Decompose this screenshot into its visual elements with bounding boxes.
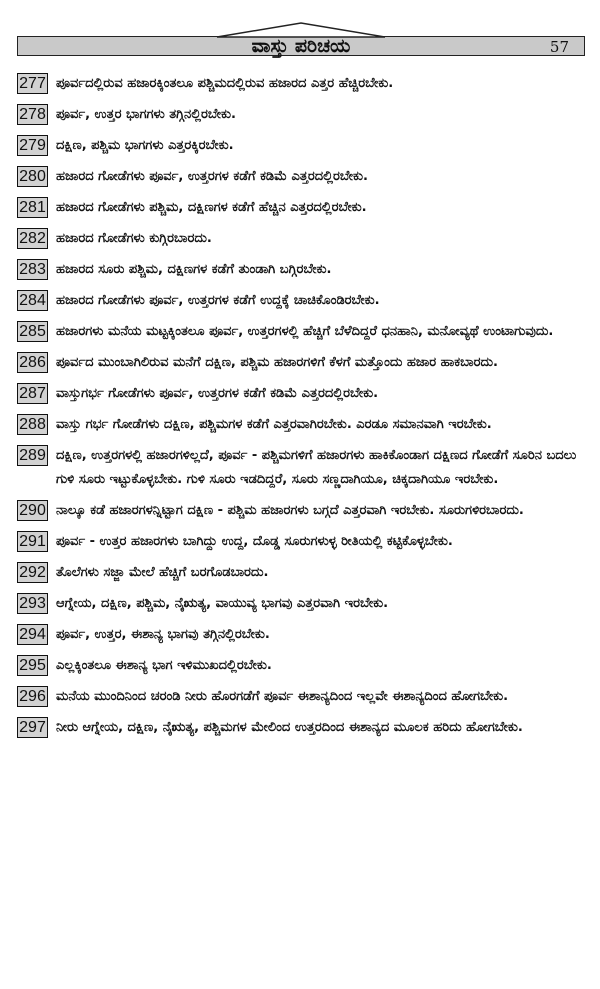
rule-entry <box>17 623 587 647</box>
page-number: 57 <box>549 38 569 56</box>
rule-entry <box>17 165 587 189</box>
rule-text: ಆಗ್ನೇಯ, ದಕ್ಷಿಣ, ಪಶ್ಚಿಮ, ನೈಋತ್ಯ, ವಾಯುವ್ಯ ಭಾಗವು ಎತ್ತರವಾಗಿ ಇರಬೇಕು. <box>56 596 389 611</box>
rule-number-box: 289 <box>17 445 48 466</box>
rule-entry <box>17 499 587 523</box>
rule-entry <box>17 561 587 585</box>
rule-entry <box>17 685 587 709</box>
rule-number-box: 287 <box>17 383 48 404</box>
rule-number-box: 281 <box>17 197 48 218</box>
rule-entry <box>17 289 587 313</box>
rule-entry <box>17 654 587 678</box>
rule-entry <box>17 103 587 127</box>
rule-text: ಮನೆಯ ಮುಂದಿನಿಂದ ಚರಂಡಿ ನೀರು ಹೊರಗಡೆಗೆ ಪೂರ್ವ ಈಶಾನ್ಯದಿಂದ ಇಲ್ಲವೇ ಈಶಾನ್ಯದಿಂದ ಹೋಗಬೇಕು. <box>56 689 509 704</box>
rule-list <box>17 72 587 747</box>
rule-text: ಹಜಾರದ ಗೋಡೆಗಳು ಪೂರ್ವ, ಉತ್ತರಗಳ ಕಡೆಗೆ ಉದ್ದಕ್ಕೆ ಚಾಚಿಕೊಂಡಿರಬೇಕು. <box>56 293 380 308</box>
rule-text: ಪೂರ್ವ, ಉತ್ತರ, ಈಶಾನ್ಯ ಭಾಗವು ತಗ್ಗಿನಲ್ಲಿರಬೇಕು. <box>56 627 270 642</box>
rule-entry <box>17 72 587 96</box>
rule-number-box: 288 <box>17 414 48 435</box>
rule-entry <box>17 134 587 158</box>
rule-text: ಪೂರ್ವದಲ್ಲಿರುವ ಹಜಾರಕ್ಕಿಂತಲೂ ಪಶ್ಚಿಮದಲ್ಲಿರುವ ಹಜಾರದ ಎತ್ತರ ಹೆಚ್ಚಿರಬೇಕು. <box>56 76 394 91</box>
rule-entry <box>17 320 587 344</box>
rule-text: ತೊಲೆಗಳು ಸಜ್ಜಾ ಮೇಲೆ ಹೆಚ್ಚಿಗೆ ಬರಗೊಡಬಾರದು. <box>56 565 269 580</box>
rule-entry <box>17 382 587 406</box>
rule-number-box: 296 <box>17 686 48 707</box>
rule-entry <box>17 530 587 554</box>
rule-number-box: 293 <box>17 593 48 614</box>
rule-number-box: 277 <box>17 73 48 94</box>
rule-number-box: 294 <box>17 624 48 645</box>
rule-number-box: 282 <box>17 228 48 249</box>
rule-number-box: 286 <box>17 352 48 373</box>
rule-number-box: 292 <box>17 562 48 583</box>
rule-text: ಪೂರ್ವದ ಮುಂಬಾಗಿಲಿರುವ ಮನೆಗೆ ದಕ್ಷಿಣ, ಪಶ್ಚಿಮ ಹಜಾರಗಳಿಗೆ ಕೆಳಗೆ ಮತ್ತೊಂದು ಹಜಾರ ಹಾಕಬಾರದು. <box>56 355 498 370</box>
rule-entry <box>17 227 587 251</box>
rule-text: ಎಲ್ಲಕ್ಕಿಂತಲೂ ಈಶಾನ್ಯ ಭಾಗ ಇಳಿಮುಖದಲ್ಲಿರಬೇಕು. <box>56 658 272 673</box>
rule-entry <box>17 196 587 220</box>
rule-number-box: 284 <box>17 290 48 311</box>
page-header <box>17 22 585 66</box>
rule-text: ನೀರು ಆಗ್ನೇಯ, ದಕ್ಷಿಣ, ನೈಋತ್ಯ, ಪಶ್ಚಿಮಗಳ ಮೇಲಿಂದ ಉತ್ತರದಿಂದ ಈಶಾನ್ಯದ ಮೂಲಕ ಹರಿದು ಹೋಗಬೇಕು. <box>56 720 523 735</box>
rule-text: ಹಜಾರದ ಸೂರು ಪಶ್ಚಿಮ, ದಕ್ಷಿಣಗಳ ಕಡೆಗೆ ತುಂಡಾಗಿ ಬಗ್ಗಿರಬೇಕು. <box>56 262 332 277</box>
rule-number-box: 283 <box>17 259 48 280</box>
rule-entry <box>17 592 587 616</box>
rule-number-box: 297 <box>17 717 48 738</box>
rule-entry <box>17 444 587 492</box>
rule-text: ಹಜಾರದ ಗೋಡೆಗಳು ಪಶ್ಚಿಮ, ದಕ್ಷಿಣಗಳ ಕಡೆಗೆ ಹೆಚ್ಚಿನ ಎತ್ತರದಲ್ಲಿರಬೇಕು. <box>56 200 367 215</box>
rule-number-box: 280 <box>17 166 48 187</box>
rule-entry <box>17 716 587 740</box>
rule-number-box: 290 <box>17 500 48 521</box>
page-title: ವಾಸ್ತು ಪರಿಚಯ <box>251 35 351 57</box>
rule-number-box: 295 <box>17 655 48 676</box>
rule-text: ಪೂರ್ವ, ಉತ್ತರ ಭಾಗಗಳು ತಗ್ಗಿನಲ್ಲಿರಬೇಕು. <box>56 107 236 122</box>
rule-text: ನಾಲ್ಕೂ ಕಡೆ ಹಜಾರಗಳನ್ನಿಟ್ಟಾಗ ದಕ್ಷಿಣ - ಪಶ್ಚಿಮ ಹಜಾರಗಳು ಬಗ್ಗದೆ ಎತ್ತರವಾಗಿ ಇರಬೇಕು. ಸೂರುಗಳಿರಬಾರದು. <box>56 503 524 518</box>
rule-text: ದಕ್ಷಿಣ, ಉತ್ತರಗಳಲ್ಲಿ ಹಜಾರಗಳಿಲ್ಲದೆ, ಪೂರ್ವ - ಪಶ್ಚಿಮಗಳಿಗೆ ಹಜಾರಗಳು ಹಾಕಿಕೊಂಡಾಗ ದಕ್ಷಿಣದ ಗೋಡೆಗೆ ಸೂರಿನ ಬದಲು ಗುಳಿ ಸೂರು ಇಟ್ಟುಕೊಳ್ಳಬೇಕು. ಗುಳಿ ಸೂರು ಇಡದಿದ್ದರೆ, ಸೂರು ಸಣ್ಣದಾಗಿಯೂ, ಚಿಕ್ಕದಾಗಿಯೂ ಇರಬೇಕು. <box>56 448 577 487</box>
rule-text: ವಾಸ್ತು ಗರ್ಭ ಗೋಡೆಗಳು ದಕ್ಷಿಣ, ಪಶ್ಚಿಮಗಳ ಕಡೆಗೆ ಎತ್ತರವಾಗಿರಬೇಕು. ಎರಡೂ ಸಮಾನವಾಗಿ ಇರಬೇಕು. <box>56 417 492 432</box>
rule-text: ಪೂರ್ವ - ಉತ್ತರ ಹಜಾರಗಳು ಬಾಗಿದ್ದು ಉದ್ದ, ದೊಡ್ಡ ಸೂರುಗಳುಳ್ಳ ರೀತಿಯಲ್ಲಿ ಕಟ್ಟಿಕೊಳ್ಳಬೇಕು. <box>56 534 453 549</box>
rule-text: ಹಜಾರದ ಗೋಡೆಗಳು ಪೂರ್ವ, ಉತ್ತರಗಳ ಕಡೆಗೆ ಕಡಿಮೆ ಎತ್ತರದಲ್ಲಿರಬೇಕು. <box>56 169 368 184</box>
rule-text: ಹಜಾರದ ಗೋಡೆಗಳು ಕುಗ್ಗಿರಬಾರದು. <box>56 231 212 246</box>
rule-text: ಹಜಾರಗಳು ಮನೆಯ ಮಟ್ಟಕ್ಕಿಂತಲೂ ಪೂರ್ವ, ಉತ್ತರಗಳಲ್ಲಿ ಹೆಚ್ಚಿಗೆ ಬೆಳೆದಿದ್ದರೆ ಧನಹಾನಿ, ಮನೋವ್ಯಥೆ ಉಂಟಾಗುವುದು. <box>56 324 554 339</box>
rule-number-box: 291 <box>17 531 48 552</box>
rule-number-box: 285 <box>17 321 48 342</box>
rule-entry <box>17 413 587 437</box>
rule-text: ವಾಸ್ತುಗರ್ಭ ಗೋಡೆಗಳು ಪೂರ್ವ, ಉತ್ತರಗಳ ಕಡೆಗೆ ಕಡಿಮೆ ಎತ್ತರದಲ್ಲಿರಬೇಕು. <box>56 386 379 401</box>
rule-number-box: 279 <box>17 135 48 156</box>
rule-text: ದಕ್ಷಿಣ, ಪಶ್ಚಿಮ ಭಾಗಗಳು ಎತ್ತರಕ್ಕಿರಬೇಕು. <box>56 138 234 153</box>
rule-entry <box>17 258 587 282</box>
rule-number-box: 278 <box>17 104 48 125</box>
rule-entry <box>17 351 587 375</box>
